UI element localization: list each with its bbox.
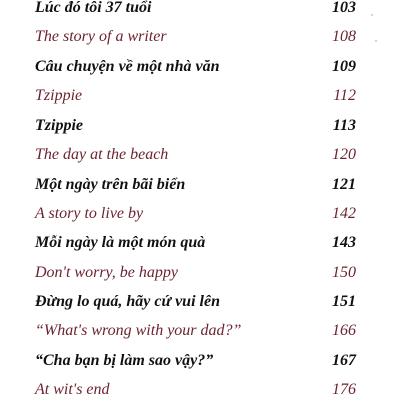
toc-entry-title: Một ngày trên bãi biển xyxy=(35,176,186,193)
toc-entry xyxy=(35,260,356,286)
toc-entry-title: Tzippie xyxy=(35,87,83,104)
toc-entry-title: At wit's end xyxy=(35,381,110,398)
toc-entry-page: 103 xyxy=(332,0,356,16)
toc-entry xyxy=(35,24,356,50)
toc-entry-title: Tzippie xyxy=(35,117,83,134)
toc-entry-page: 167 xyxy=(332,352,356,369)
toc-entry xyxy=(35,230,356,256)
toc-entry-page: 109 xyxy=(332,58,356,75)
toc-entry-title: A story to live by xyxy=(35,205,144,222)
toc-entry-page: 176 xyxy=(332,381,356,398)
toc-entry-page: 166 xyxy=(332,322,356,339)
toc-entry-page: 112 xyxy=(333,87,356,104)
toc-entry-page: 121 xyxy=(332,176,356,193)
toc-entry-title: The story of a writer xyxy=(35,28,167,45)
toc-entry-page: 142 xyxy=(332,205,356,222)
toc-entry-title: Don't worry, be happy xyxy=(35,264,178,281)
toc-entry-page: 108 xyxy=(332,28,356,45)
toc-entry-page: 143 xyxy=(332,234,356,251)
paper-speck xyxy=(375,40,377,42)
toc-entry-page: 120 xyxy=(332,146,356,163)
toc-entry-title: Mỗi ngày là một món quà xyxy=(35,234,206,251)
toc-entry-title: “What's wrong with your dad?” xyxy=(35,322,242,339)
toc-entry xyxy=(35,142,356,168)
toc-entry-page: 113 xyxy=(332,117,356,134)
toc-entry-title: The day at the beach xyxy=(35,146,169,163)
toc-entry xyxy=(35,289,356,315)
toc-entry-page: 151 xyxy=(332,293,356,310)
toc-entry xyxy=(35,318,356,344)
toc-entry-title: Lúc đó tôi 37 tuổi xyxy=(35,0,152,16)
toc-entry-title: Đừng lo quá, hãy cứ vui lên xyxy=(35,293,220,310)
toc-entry xyxy=(35,0,356,21)
toc-entry xyxy=(35,348,356,374)
paper-speck xyxy=(371,14,373,16)
toc-entry-title: “Cha bạn bị làm sao vậy?” xyxy=(35,352,214,369)
toc-entry xyxy=(35,113,356,139)
toc-entry-title: Câu chuyện về một nhà văn xyxy=(35,58,220,75)
toc-entry xyxy=(35,172,356,198)
toc-entry xyxy=(35,54,356,80)
toc-entry xyxy=(35,377,356,400)
toc-entry xyxy=(35,83,356,109)
toc-entry xyxy=(35,201,356,227)
toc-entry-page: 150 xyxy=(332,264,356,281)
